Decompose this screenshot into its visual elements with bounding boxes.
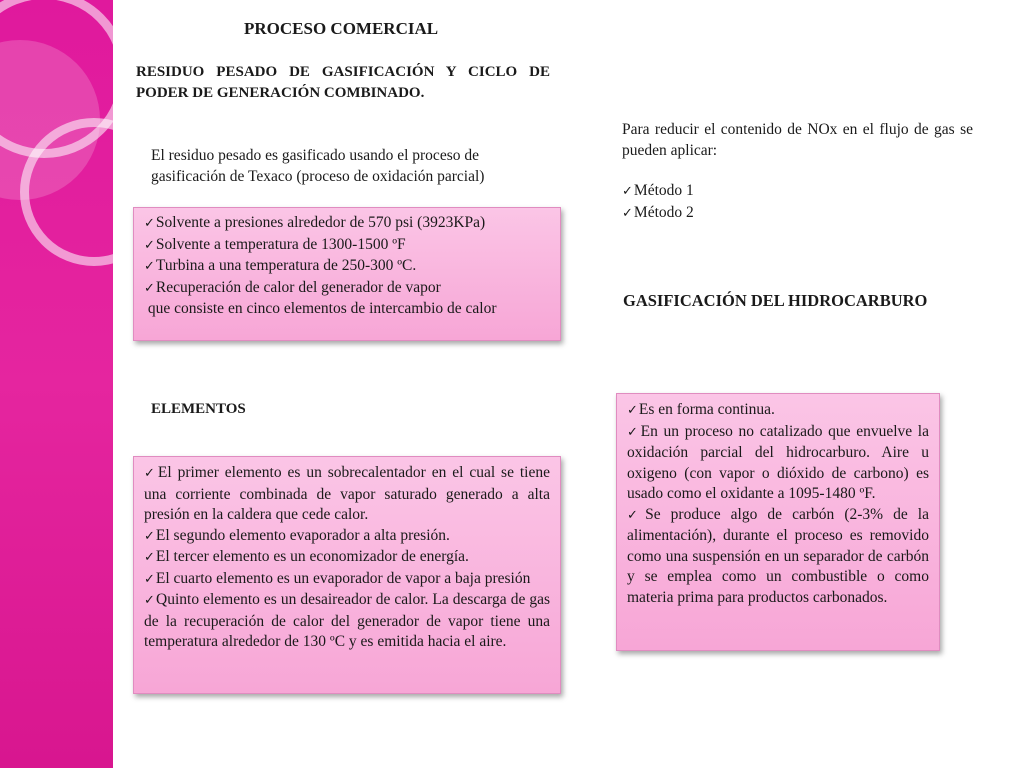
gasification-item: ✓ Es en forma continua.	[627, 400, 929, 422]
condition-continuation: que consiste en cinco elementos de intercambio de calor	[144, 300, 497, 317]
gasification-box	[616, 393, 940, 651]
decorative-side-band	[0, 0, 113, 768]
method-item: ✓ Método 1	[622, 181, 694, 203]
method-item: ✓ Método 2	[622, 203, 694, 225]
element-item: ✓ El cuarto elemento es un evaporador de vapor a baja presión	[144, 569, 550, 591]
condition-item: ✓ Solvente a presiones alrededor de 570 psi (3923KPa)	[144, 213, 550, 235]
nox-text: Para reducir el contenido de NOx en el flujo de gas se pueden aplicar:	[622, 121, 973, 159]
element-item: ✓ Quinto elemento es un desaireador de calor. La descarga de gas de la recuperación de calor del generador de vapor tiene una temperatura alrededor de 130 ºC y es emitida hacia el aire.	[144, 590, 550, 653]
condition-item: ✓ Turbina a una temperatura de 250-300 ºC.	[144, 256, 550, 278]
nox-methods	[622, 181, 694, 224]
gasification-item: ✓ Se produce algo de carbón (2-3% de la alimentación), durante el proceso es removido como una suspensión en un separador de carbón y se emplea como un combustible o como materia prima para productos carbonados.	[627, 505, 929, 609]
elements-heading: ELEMENTOS	[151, 401, 246, 417]
element-item: ✓ El tercer elemento es un economizador de energía.	[144, 547, 550, 569]
gasification-heading: GASIFICACIÓN DEL HIDROCARBURO	[623, 291, 928, 310]
element-item: ✓ El segundo elemento evaporador a alta presión.	[144, 526, 550, 548]
elements-box	[133, 456, 561, 694]
page-subtitle: RESIDUO PESADO DE GASIFICACIÓN Y CICLO DE PODER DE GENERACIÓN COMBINADO.	[136, 64, 550, 101]
condition-item: ✓ Recuperación de calor del generador de vapor	[144, 278, 550, 300]
element-item: ✓ El primer elemento es un sobrecalentador en el cual se tiene una corriente combinada de vapor saturado generado a alta presión en la caldera que cede calor.	[144, 463, 550, 526]
page-title: PROCESO COMERCIAL	[244, 19, 439, 38]
gasification-item: ✓ En un proceso no catalizado que envuelve la oxidación parcial del hidrocarburo. Aire u oxigeno (con vapor o dióxido de carbono) es usado como el oxidante a 1095-1480 ºF.	[627, 422, 929, 505]
intro-text: El residuo pesado es gasificado usando el proceso de gasificación de Texaco (proceso de oxidación parcial)	[151, 147, 485, 185]
conditions-box	[133, 207, 561, 341]
condition-item: ✓ Solvente a temperatura de 1300-1500 ºF	[144, 235, 550, 257]
